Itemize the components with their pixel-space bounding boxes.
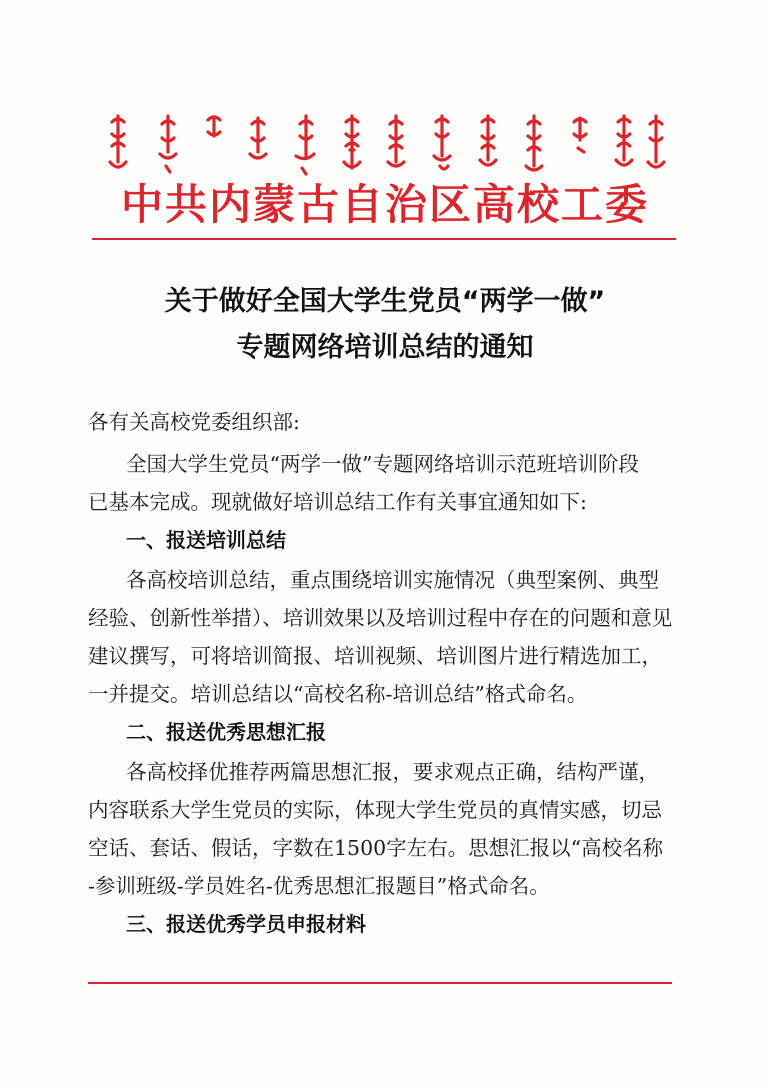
header-red-rule [92, 238, 676, 240]
section-1-line-2: 经验、创新性举措）、培训效果以及培训过程中存在的问题和意见 [88, 606, 673, 630]
section-2-line-3: 空话、套话、假话，字数在1500字左右。思想汇报以“高校名称 [88, 836, 664, 860]
document-title-line-1: 关于做好全国大学生党员“两学一做” [164, 286, 606, 317]
section-1-line-1: 各高校培训总结，重点围绕培训实施情况（典型案例、典型 [126, 568, 659, 592]
section-1-line-3: 建议撰写，可将培训简报、培训视频、培训图片进行精选加工， [88, 644, 662, 668]
mongolian-script-header [96, 110, 666, 178]
section-2-line-4: -参训班级-学员姓名-优秀思想汇报题目”格式命名。 [88, 874, 550, 898]
intro-line-2: 已基本完成。现就做好培训总结工作有关事宜通知如下: [88, 490, 587, 514]
section-3-heading: 三、报送优秀学员申报材料 [126, 912, 366, 936]
mongolian-script-graphic [96, 110, 666, 178]
section-2-line-2: 内容联系大学生党员的实际，体现大学生党员的真情实感，切忌 [88, 798, 662, 822]
section-2-heading: 二、报送优秀思想汇报 [126, 720, 326, 744]
issuing-organization-name: 中共内蒙古自治区高校工委 [120, 180, 649, 229]
salutation: 各有关高校党委组织部: [88, 410, 300, 434]
footer-red-rule [88, 982, 672, 984]
intro-line-1: 全国大学生党员“两学一做”专题网络培训示范班培训阶段 [126, 452, 639, 476]
section-1-heading: 一、报送培训总结 [126, 528, 286, 552]
section-2-line-1: 各高校择优推荐两篇思想汇报，要求观点正确，结构严谨， [126, 760, 659, 784]
section-1-line-4: 一并提交。培训总结以“高校名称-培训总结”格式命名。 [88, 682, 588, 706]
document-title-line-2: 专题网络培训总结的通知 [236, 332, 534, 363]
